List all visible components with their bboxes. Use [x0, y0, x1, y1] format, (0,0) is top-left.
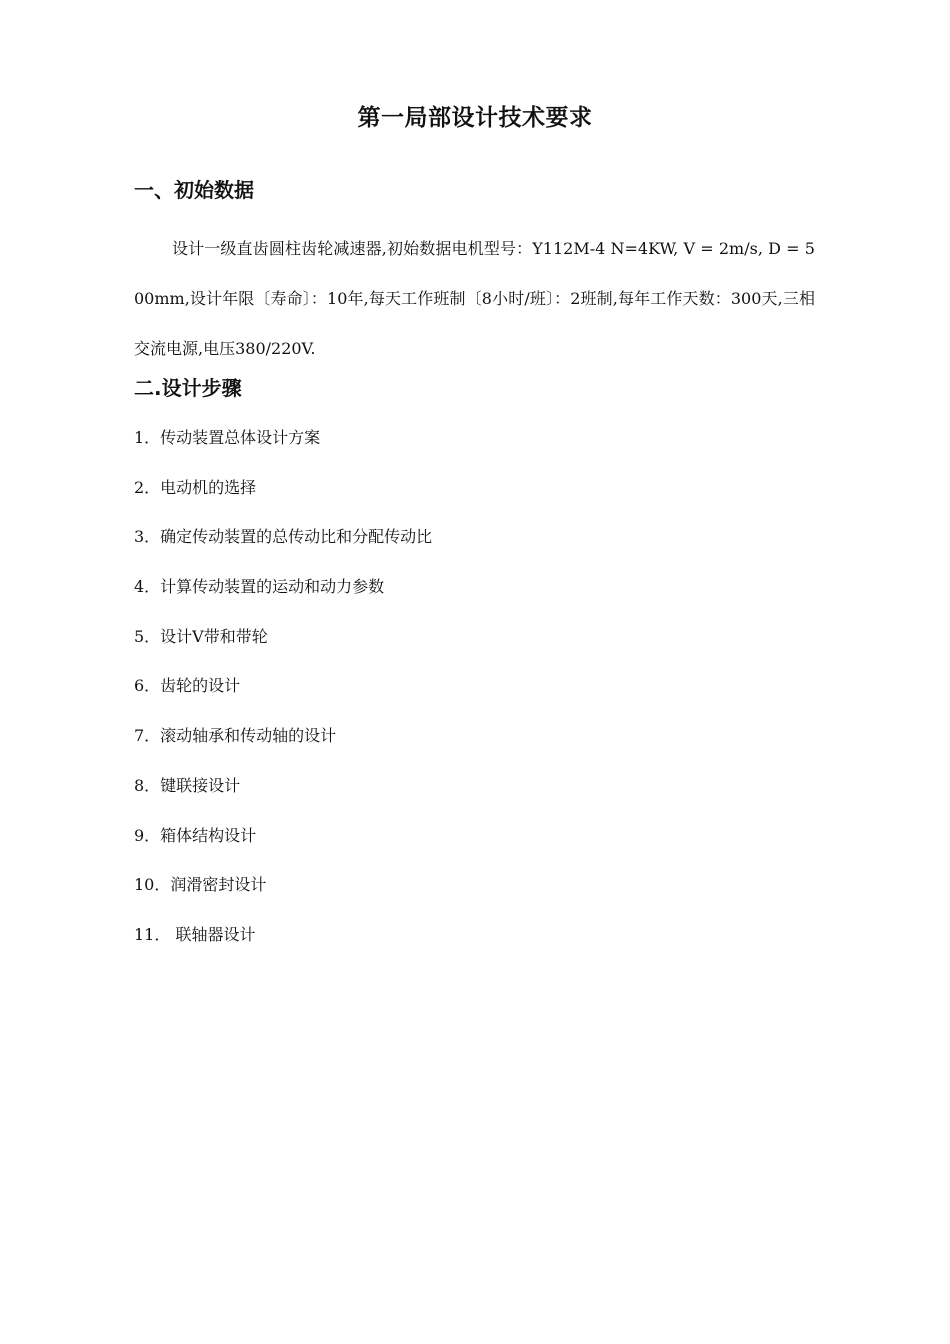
- list-item: 5．设计V带和带轮: [134, 626, 268, 646]
- list-item: 9．箱体结构设计: [134, 825, 257, 845]
- section-heading-initial-data: 一、初始数据: [134, 178, 254, 202]
- initial-data-paragraph: 设计一级直齿圆柱齿轮减速器,初始数据电机型号：Y112M-4 N=4KW, V = 2m/s, D = 500mm,设计年限〔寿命〕：10年,每天工作班制〔8小时/班〕：2班制,每年工作天数：300天,三相交流电源,电压380/220V.: [134, 239, 815, 358]
- section-heading-design-steps: 二.设计步骤: [134, 376, 242, 400]
- design-steps-list: [134, 424, 815, 971]
- list-item: 8．键联接设计: [134, 775, 241, 795]
- list-item: 10．润滑密封设计: [134, 875, 267, 895]
- page-title: 第一局部设计技术要求: [357, 105, 593, 131]
- list-item: 1．传动装置总体设计方案: [134, 428, 321, 447]
- list-item: 2．电动机的选择: [134, 477, 257, 497]
- list-item: 11． 联轴器设计: [134, 924, 256, 944]
- list-item: 4．计算传动装置的运动和动力参数: [134, 577, 385, 597]
- list-item: 6．齿轮的设计: [134, 676, 241, 696]
- list-item: 7．滚动轴承和传动轴的设计: [134, 726, 337, 746]
- list-item: 3．确定传动装置的总传动比和分配传动比: [134, 527, 433, 547]
